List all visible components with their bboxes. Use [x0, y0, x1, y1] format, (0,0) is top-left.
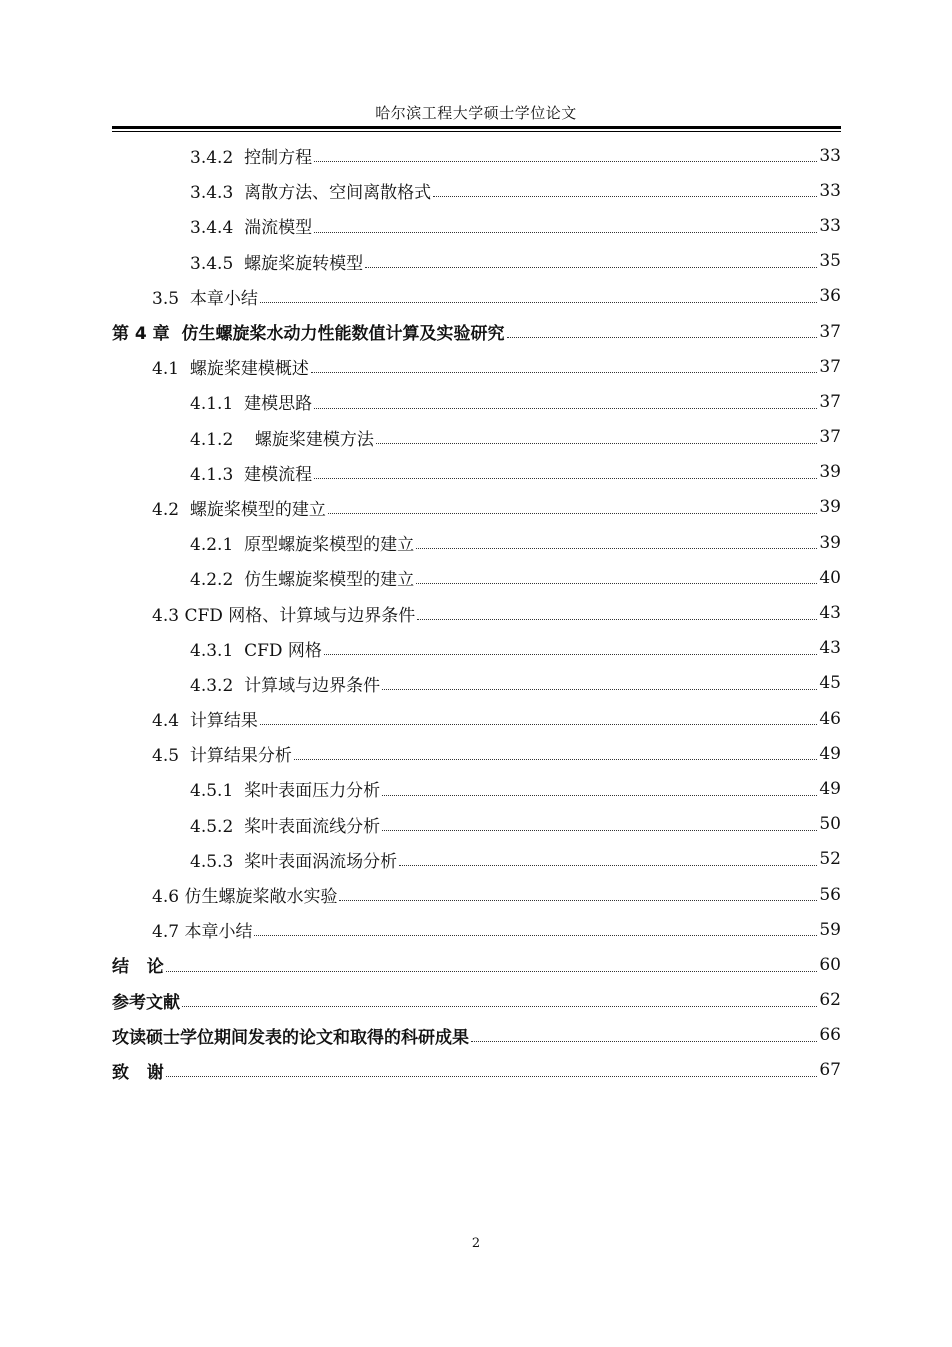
toc-entry-title: 4.5.2 桨叶表面流线分析: [190, 816, 381, 837]
table-of-contents: [112, 138, 841, 1088]
toc-entry[interactable]: [112, 771, 841, 806]
toc-dot-leader: [260, 301, 818, 303]
toc-dot-leader: [471, 1040, 817, 1042]
toc-entry-page: 66: [819, 1025, 841, 1046]
toc-entry-page: 33: [819, 180, 841, 201]
toc-entry-page: 39: [819, 497, 841, 518]
toc-entry[interactable]: [112, 947, 841, 982]
toc-entry[interactable]: [112, 1018, 841, 1053]
toc-dot-leader: [324, 653, 817, 655]
toc-dot-leader: [433, 195, 817, 197]
header-rule-thin: [112, 131, 841, 132]
toc-entry[interactable]: [112, 595, 841, 630]
toc-entry-title: 3.4.4 湍流模型: [190, 218, 313, 239]
toc-entry-page: 36: [819, 286, 841, 307]
toc-entry-title: 4.1.1 建模思路: [190, 394, 313, 415]
toc-entry-page: 52: [819, 849, 841, 870]
toc-dot-leader: [382, 794, 817, 796]
toc-entry-page: 59: [819, 919, 841, 940]
toc-entry[interactable]: [112, 666, 841, 701]
toc-entry[interactable]: [112, 490, 841, 525]
toc-entry-page: 46: [819, 708, 841, 729]
toc-entry[interactable]: [112, 912, 841, 947]
toc-entry-title: 4.2.2 仿生螺旋桨模型的建立: [190, 570, 415, 591]
toc-entry-title: 3.4.3 离散方法、空间离散格式: [190, 183, 432, 204]
toc-entry-title: 4.2 螺旋桨模型的建立: [152, 499, 326, 520]
toc-dot-leader: [314, 160, 817, 162]
toc-entry[interactable]: [112, 244, 841, 279]
toc-entry-title: 4.7 本章小结: [152, 922, 253, 943]
toc-dot-leader: [416, 582, 817, 584]
toc-entry[interactable]: [112, 560, 841, 595]
toc-entry-page: 37: [819, 356, 841, 377]
page-number: 2: [471, 1236, 481, 1251]
toc-entry-title: 4.1 螺旋桨建模概述: [152, 359, 309, 380]
toc-dot-leader: [382, 688, 817, 690]
toc-entry-page: 43: [819, 603, 841, 624]
toc-entry-title: 4.5 计算结果分析: [152, 746, 292, 767]
toc-entry-page: 43: [819, 638, 841, 659]
toc-entry-title: 4.1.3 建模流程: [190, 464, 313, 485]
toc-entry-title: 4.6 仿生螺旋桨敞水实验: [152, 887, 338, 908]
toc-dot-leader: [382, 829, 817, 831]
toc-entry-page: 62: [819, 990, 841, 1011]
toc-entry[interactable]: [112, 173, 841, 208]
toc-dot-leader: [328, 512, 818, 514]
toc-dot-leader: [416, 547, 817, 549]
toc-entry-page: 50: [819, 814, 841, 835]
toc-entry[interactable]: [112, 736, 841, 771]
toc-entry-title: 结 论: [112, 957, 164, 978]
toc-dot-leader: [166, 1075, 818, 1077]
toc-dot-leader: [314, 407, 817, 409]
toc-entry-title: 第 4 章 仿生螺旋桨水动力性能数值计算及实验研究: [112, 324, 505, 345]
toc-entry[interactable]: [112, 314, 841, 349]
toc-entry[interactable]: [112, 208, 841, 243]
toc-entry-page: 49: [819, 743, 841, 764]
toc-entry-page: 39: [819, 532, 841, 553]
toc-dot-leader: [314, 231, 817, 233]
toc-entry-page: 45: [819, 673, 841, 694]
toc-entry[interactable]: [112, 983, 841, 1018]
toc-dot-leader: [314, 477, 817, 479]
toc-entry-page: 67: [819, 1060, 841, 1081]
toc-entry[interactable]: [112, 349, 841, 384]
toc-entry-title: 4.5.1 桨叶表面压力分析: [190, 781, 381, 802]
toc-dot-leader: [339, 899, 817, 901]
header-rule-thick: [112, 126, 841, 129]
toc-entry[interactable]: [112, 420, 841, 455]
toc-dot-leader: [417, 618, 817, 620]
toc-entry-page: 39: [819, 462, 841, 483]
toc-dot-leader: [311, 371, 818, 373]
toc-entry-title: 4.1.2 螺旋桨建模方法: [190, 429, 374, 450]
toc-entry-page: 37: [819, 321, 841, 342]
toc-entry-title: 致 谢: [112, 1062, 164, 1083]
toc-entry-title: 4.3.1 CFD 网格: [190, 640, 322, 661]
page-header-title: 哈尔滨工程大学硕士学位论文: [375, 104, 577, 122]
toc-entry-page: 37: [819, 427, 841, 448]
toc-entry-page: 49: [819, 778, 841, 799]
toc-entry[interactable]: [112, 455, 841, 490]
toc-dot-leader: [507, 336, 818, 338]
toc-entry-title: 攻读硕士学位期间发表的论文和取得的科研成果: [112, 1027, 469, 1048]
toc-entry[interactable]: [112, 701, 841, 736]
toc-entry[interactable]: [112, 877, 841, 912]
toc-dot-leader: [260, 723, 818, 725]
toc-dot-leader: [294, 758, 818, 760]
toc-dot-leader: [399, 864, 817, 866]
toc-entry[interactable]: [112, 842, 841, 877]
toc-entry[interactable]: [112, 807, 841, 842]
toc-entry[interactable]: [112, 631, 841, 666]
toc-entry[interactable]: [112, 1053, 841, 1088]
toc-entry-title: 4.2.1 原型螺旋桨模型的建立: [190, 535, 415, 556]
toc-entry-page: 33: [819, 145, 841, 166]
toc-dot-leader: [365, 266, 817, 268]
toc-dot-leader: [254, 934, 817, 936]
toc-entry-page: 37: [819, 391, 841, 412]
toc-entry-page: 35: [819, 251, 841, 272]
toc-entry-title: 3.4.5 螺旋桨旋转模型: [190, 253, 364, 274]
toc-entry[interactable]: [112, 384, 841, 419]
toc-entry-page: 40: [819, 567, 841, 588]
toc-entry[interactable]: [112, 138, 841, 173]
toc-entry-title: 3.5 本章小结: [152, 288, 258, 309]
toc-entry-title: 4.3.2 计算域与边界条件: [190, 675, 381, 696]
toc-entry-title: 4.5.3 桨叶表面涡流场分析: [190, 851, 398, 872]
toc-dot-leader: [182, 1005, 817, 1007]
toc-entry-page: 60: [819, 954, 841, 975]
toc-dot-leader: [376, 442, 817, 444]
toc-entry-page: 33: [819, 215, 841, 236]
toc-entry[interactable]: [112, 279, 841, 314]
toc-entry-page: 56: [819, 884, 841, 905]
toc-entry-title: 4.3 CFD 网格、计算域与边界条件: [152, 605, 416, 626]
toc-entry-title: 4.4 计算结果: [152, 711, 258, 732]
toc-entry[interactable]: [112, 525, 841, 560]
toc-dot-leader: [166, 970, 818, 972]
toc-entry-title: 3.4.2 控制方程: [190, 148, 313, 169]
toc-entry-title: 参考文献: [112, 992, 180, 1013]
